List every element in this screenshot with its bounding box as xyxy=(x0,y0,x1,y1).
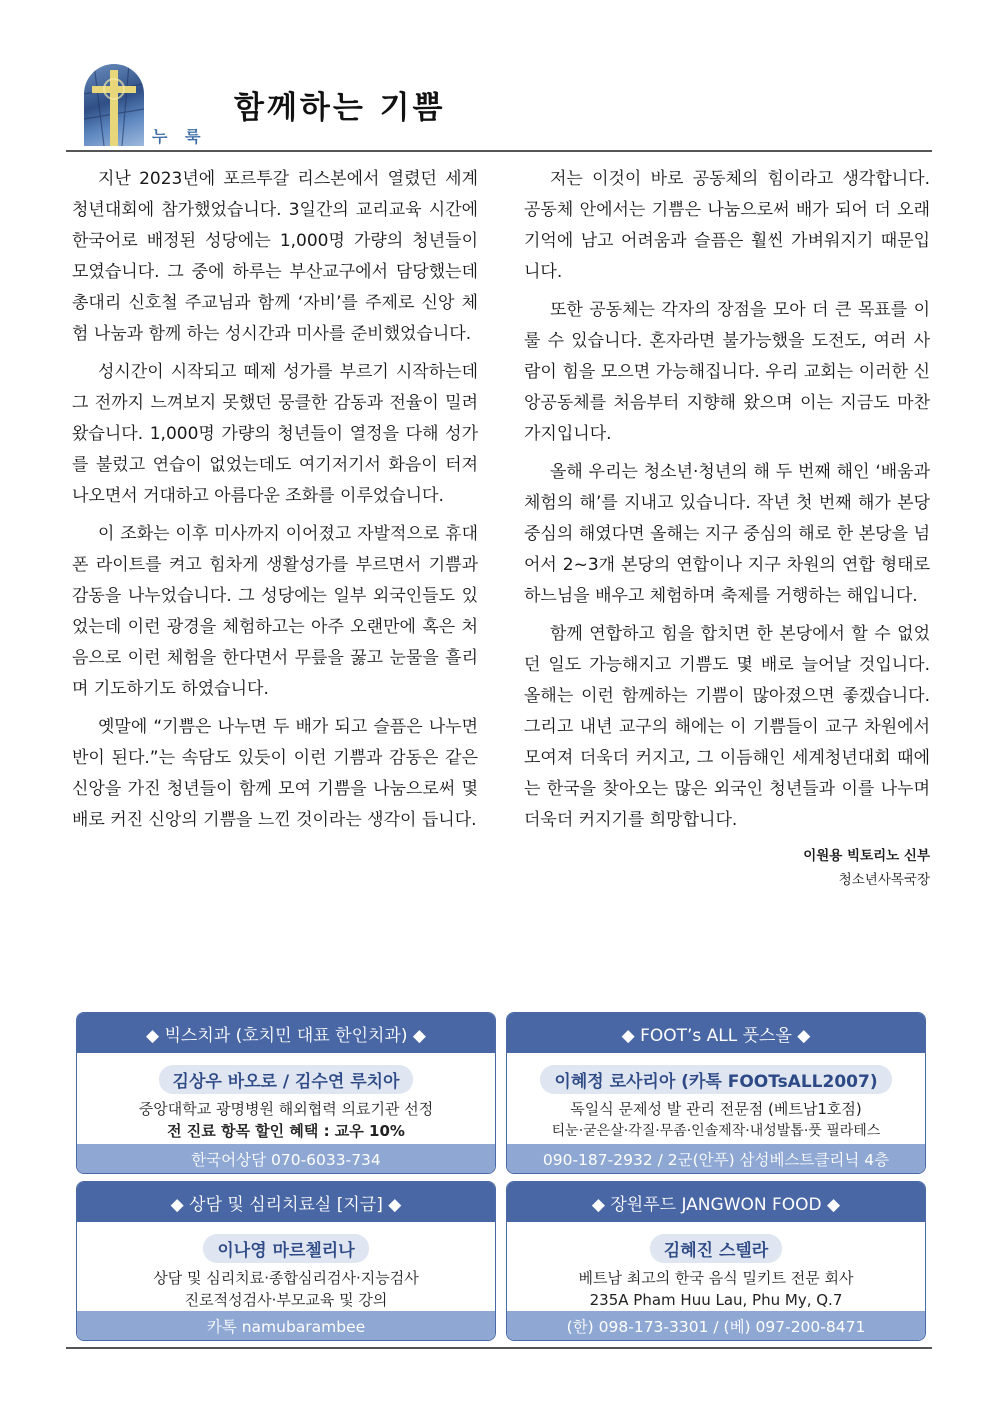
author-name: 이원용 빅토리노 신부 xyxy=(803,848,930,864)
ad-contact-info: 한국어상담 070-6033-734 xyxy=(77,1144,495,1173)
paragraph: 함께 연합하고 힘을 합치면 한 본당에서 할 수 없었던 일도 가능해지고 기쁨도 몇 배로 늘어날 것입니다. 올해는 이런 함께하는 기쁨이 많아졌으면 좋겠습니다. 그리고 내년 교구의 해에는 이 기쁨들이 교구 차원에서 모여져 더욱더 커지고, 그 이듬해인 세계청년대회 때에는 한국을 찾아오는 많은 외국인 청년들과 이를 나누며 더욱더 커지기를 희망합니다. xyxy=(524,624,930,830)
paragraph: 저는 이것이 바로 공동체의 힘이라고 생각합니다. 공동체 안에서는 기쁨은 나눔으로써 배가 되어 더 오래 기억에 남고 어려움과 슬픔은 훨씬 가벼워지기 때문입니다. xyxy=(524,169,930,282)
ad-contact-info: 카톡 namubarambee xyxy=(77,1311,495,1340)
paragraph: 지난 2023년에 포르투갈 리스본에서 열렸던 세계청년대회에 참가했었습니다. 3일간의 교리교육 시간에 한국어로 배정된 성당에는 1,000명 가량의 청년들이 모였습니다. 그 중에 하루는 부산교구에서 담당했는데 총대리 신호철 주교님과 함께 ‘자비’를 주제로 신앙 체험 나눔과 함께 하는 성시간과 미사를 준비했었습니다. xyxy=(72,169,478,344)
ad-heading: ◆ 빅스치과 (호치민 대표 한인치과) ◆ xyxy=(77,1013,495,1053)
ad-contact-name: 김혜진 스텔라 xyxy=(650,1234,782,1263)
section-logo-text: 누 룩 xyxy=(152,127,207,146)
paragraph: 올해 우리는 청소년·청년의 해 두 번째 해인 ‘배움과 체험의 해’를 지내고 있습니다. 작년 첫 번째 해가 본당 중심의 해였다면 올해는 지구 중심의 해로 한 본당을 넘어서 2~3개 본당의 연합이나 지구 차원의 연합 형태로 하느님을 배우고 체험하며 축제를 거행하는 해입니다. xyxy=(524,462,930,606)
ad-heading: ◆ 장원푸드 JANGWON FOOD ◆ xyxy=(507,1182,925,1222)
ad-description: 중앙대학교 광명병원 해외협력 의료기관 선정 xyxy=(138,1100,434,1118)
ad-description: 진로적성검사·부모교육 및 강의 xyxy=(184,1291,388,1309)
ad-description: 상담 및 심리치료·종합심리검사·지능검사 xyxy=(153,1269,419,1287)
ad-description: 티눈·굳은살·각질·무좀·인솔제작·내성발톱·풋 필라테스 xyxy=(551,1123,881,1139)
ad-foot-care xyxy=(506,1012,926,1174)
paragraph: 성시간이 시작되고 떼제 성가를 부르기 시작하는데 그 전까지 느껴보지 못했던 뭉클한 감동과 전율이 밀려왔습니다. 1,000명 가량의 청년들이 열정을 다해 성가를 불렀고 연습이 없었는데도 여기저기서 화음이 터져나오면서 거대하고 아름다운 조화를 이루었습니다. xyxy=(72,362,478,506)
ad-contact-info: 090-187-2932 / 2군(안푸) 삼성베스트클리닉 4층 xyxy=(507,1144,925,1173)
page-header xyxy=(66,60,932,152)
ad-description: 베트남 최고의 한국 음식 밀키트 전문 회사 xyxy=(578,1269,854,1287)
article-column-right xyxy=(524,164,930,891)
ad-heading: ◆ 상담 및 심리치료실 [지금] ◆ xyxy=(77,1182,495,1222)
ad-description: 독일식 문제성 발 관리 전문점 (베트남1호점) xyxy=(570,1100,862,1118)
paragraph: 이 조화는 이후 미사까지 이어졌고 자발적으로 휴대폰 라이트를 켜고 힘차게 생활성가를 부르면서 기쁨과 감동을 나누었습니다. 그 성당에는 일부 외국인들도 있었는데 이런 광경을 체험하고는 아주 오랜만에 혹은 처음으로 이런 체험을 한다면서 무릎을 꿇고 눈물을 흘리며 기도하기도 하였습니다. xyxy=(72,524,478,699)
ad-jangwon-food xyxy=(506,1181,926,1341)
paragraph: 또한 공동체는 각자의 장점을 모아 더 큰 목표를 이룰 수 있습니다. 혼자라면 불가능했을 도전도, 여러 사람이 힘을 모으면 가능해집니다. 우리 교회는 이러한 신앙공동체를 처음부터 지향해 왔으며 이는 지금도 마찬가지입니다. xyxy=(524,300,930,444)
ad-description: 전 진료 항목 할인 혜택 : 교우 10% xyxy=(167,1122,405,1140)
ad-counseling xyxy=(76,1181,496,1341)
ad-description: 235A Pham Huu Lau, Phu My, Q.7 xyxy=(589,1291,843,1309)
ad-contact-name: 이나영 마르첼리나 xyxy=(203,1234,368,1263)
footer-divider xyxy=(66,1347,932,1349)
header-divider xyxy=(66,150,932,152)
ad-contact-name: 이혜정 로사리아 (카톡 FOOTsALL2007) xyxy=(540,1065,891,1094)
paragraph: 옛말에 “기쁨은 나누면 두 배가 되고 슬픔은 나누면 반이 된다.”는 속담도 있듯이 이런 기쁨과 감동은 같은 신앙을 가진 청년들이 함께 모여 기쁨을 나눔으로써 몇 배로 커진 신앙의 기쁨을 느낀 것이라는 생각이 듭니다. xyxy=(72,717,478,830)
ad-contact-info: (한) 098-173-3301 / (베) 097-200-8471 xyxy=(507,1311,925,1340)
ad-heading: ◆ FOOT’s ALL 풋스올 ◆ xyxy=(507,1013,925,1053)
page-title: 함께하는 기쁨 xyxy=(234,90,446,126)
stained-glass-cross-logo xyxy=(84,64,144,146)
article-column-left xyxy=(72,164,478,843)
ad-dental-clinic xyxy=(76,1012,496,1174)
author-role: 청소년사목국장 xyxy=(838,872,930,888)
ad-contact-name: 김상우 바오로 / 김수연 루치아 xyxy=(159,1065,414,1094)
